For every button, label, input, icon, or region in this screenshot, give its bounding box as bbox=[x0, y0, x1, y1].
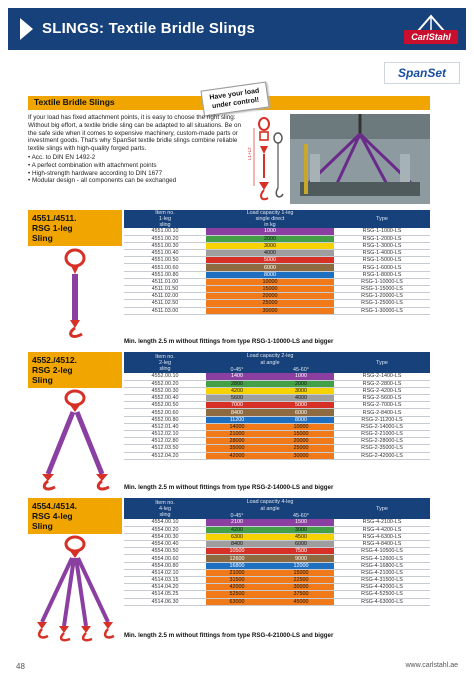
type-cell: RSG-1-8000-LS bbox=[334, 271, 430, 278]
type-cell: RSG-2-35000-LS bbox=[334, 445, 430, 452]
column-header-capacity bbox=[206, 352, 334, 359]
table-row bbox=[124, 235, 430, 242]
column-header-type: Type bbox=[334, 210, 430, 228]
type-cell: RSG-1-15000-LS bbox=[334, 286, 430, 293]
table-row bbox=[124, 409, 430, 416]
column-header-angle-range: 45-60° bbox=[268, 512, 334, 519]
capacity-cell: 30000 bbox=[268, 584, 334, 591]
item-number-cell: 4551.00.20 bbox=[124, 235, 206, 242]
type-cell: RSG-1-20000-LS bbox=[334, 293, 430, 300]
column-header-angle: at angle bbox=[206, 505, 334, 512]
table-row bbox=[124, 577, 430, 584]
type-cell: RSG-1-2000-LS bbox=[334, 235, 430, 242]
table-row bbox=[124, 257, 430, 264]
product-rsg-2leg bbox=[28, 352, 430, 496]
table-row bbox=[124, 264, 430, 271]
capacity-cell: 3000 bbox=[268, 526, 334, 533]
capacity-cell: 15000 bbox=[206, 286, 334, 293]
capacity-cell: 5000 bbox=[206, 257, 334, 264]
table-row bbox=[124, 431, 430, 438]
header-text: in kg bbox=[264, 222, 276, 228]
master-link-icon bbox=[259, 118, 269, 130]
item-number-cell: 4554.00.30 bbox=[124, 533, 206, 540]
table-row bbox=[124, 541, 430, 548]
capacity-cell: 1500 bbox=[268, 519, 334, 526]
type-cell: RSG-1-4000-LS bbox=[334, 250, 430, 257]
table-row bbox=[124, 452, 430, 459]
type-cell: RSG-2-7000-LS bbox=[334, 402, 430, 409]
table-row bbox=[124, 395, 430, 402]
table-body bbox=[124, 373, 430, 459]
header-text: sling bbox=[159, 222, 171, 228]
item-number-cell: 4552.00.80 bbox=[124, 416, 206, 423]
column-header-angle-range: 0-45° bbox=[206, 366, 268, 373]
header-text: 2-leg bbox=[159, 359, 171, 366]
capacity-cell: 10000 bbox=[206, 278, 334, 285]
header-text: 1-leg bbox=[159, 216, 171, 222]
lifting-photo bbox=[290, 114, 430, 204]
table-row bbox=[124, 562, 430, 569]
feature-item: • Acc. to DIN EN 1492-2 bbox=[28, 154, 250, 162]
type-cell: RSG-4-10500-LS bbox=[334, 548, 430, 555]
spanset-logo-text: SpanSet bbox=[397, 66, 446, 80]
capacity-cell: 35000 bbox=[206, 445, 268, 452]
capacity-cell: 1400 bbox=[206, 373, 268, 380]
length-label: L1+L2 bbox=[247, 147, 252, 160]
capacity-cell: 3000 bbox=[268, 387, 334, 394]
item-number-cell: 4512.02.10 bbox=[124, 431, 206, 438]
capacity-cell: 37500 bbox=[268, 591, 334, 598]
type-cell: RSG-4-8400-LS bbox=[334, 541, 430, 548]
type-cell: RSG-1-1000-LS bbox=[334, 228, 430, 235]
two-leg-sling-illustration bbox=[28, 390, 122, 492]
column-header-capacity bbox=[206, 498, 334, 505]
min-length-note: Min. length 2.5 m without fittings from type RSG-2-14000-LS and bigger bbox=[124, 484, 334, 491]
type-cell: RSG-1-6000-LS bbox=[334, 264, 430, 271]
capacity-cell: 5000 bbox=[268, 402, 334, 409]
slogan-sticker bbox=[201, 82, 270, 117]
column-header-item-no bbox=[124, 352, 206, 373]
capacity-cell: 6000 bbox=[268, 541, 334, 548]
capacity-cell: 7000 bbox=[206, 402, 268, 409]
item-number-cell: 4511.02.50 bbox=[124, 300, 206, 307]
product-name: RSG 2-leg bbox=[32, 365, 73, 375]
page-header bbox=[8, 8, 466, 50]
capacity-cell: 14000 bbox=[206, 423, 268, 430]
product-name: RSG 1-leg bbox=[32, 223, 73, 233]
type-cell: RSG-1-25000-LS bbox=[334, 300, 430, 307]
capacity-cell: 45000 bbox=[268, 598, 334, 605]
item-number-cell: 4551.00.60 bbox=[124, 264, 206, 271]
capacity-cell: 2100 bbox=[206, 519, 268, 526]
table-row bbox=[124, 293, 430, 300]
capacity-cell: 15000 bbox=[268, 569, 334, 576]
capacity-cell: 5600 bbox=[206, 395, 268, 402]
table-row bbox=[124, 548, 430, 555]
capacity-cell: 42000 bbox=[206, 452, 268, 459]
header-text: Load capacity 4-leg bbox=[246, 498, 294, 505]
capacity-cell: 10000 bbox=[268, 423, 334, 430]
lifting-scene-illustration bbox=[290, 114, 430, 204]
table-row bbox=[124, 598, 430, 605]
type-cell: RSG-1-10000-LS bbox=[334, 278, 430, 285]
capacity-cell: 31500 bbox=[206, 577, 268, 584]
type-cell: RSG-4-12600-LS bbox=[334, 555, 430, 562]
item-number-cell: 4512.02.80 bbox=[124, 438, 206, 445]
table-row bbox=[124, 278, 430, 285]
capacity-cell: 20000 bbox=[268, 438, 334, 445]
type-cell: RSG-1-5000-LS bbox=[334, 257, 430, 264]
load-capacity-table bbox=[124, 498, 430, 606]
capacity-cell: 30000 bbox=[206, 307, 334, 314]
item-number-cell: 4514.03.15 bbox=[124, 577, 206, 584]
capacity-cell: 9000 bbox=[268, 555, 334, 562]
triangle-link-icon bbox=[260, 146, 268, 154]
min-length-note: Min. length 2.5 m without fittings from type RSG-4-21000-LS and bigger bbox=[124, 632, 334, 639]
column-header-angle-range: 0-45° bbox=[206, 512, 268, 519]
slogan-text: Have your load under control! bbox=[209, 87, 260, 111]
product-code: 4554./4514. bbox=[32, 501, 77, 511]
product-label bbox=[28, 210, 122, 246]
item-number-cell: 4551.00.30 bbox=[124, 242, 206, 249]
product-name: RSG 4-leg bbox=[32, 511, 73, 521]
item-number-cell: 4552.00.60 bbox=[124, 409, 206, 416]
load-capacity-table bbox=[124, 210, 430, 315]
item-number-cell: 4514.02.10 bbox=[124, 569, 206, 576]
table-body bbox=[124, 228, 430, 314]
product-code: 4551./4511. bbox=[32, 213, 77, 223]
type-cell: RSG-2-11200-LS bbox=[334, 416, 430, 423]
item-number-cell: 4512.04.20 bbox=[124, 452, 206, 459]
feature-item: • Modular design - all components can be exchanged bbox=[28, 177, 250, 185]
page-number: 48 bbox=[16, 662, 25, 671]
item-number-cell: 4551.00.80 bbox=[124, 271, 206, 278]
table-row bbox=[124, 307, 430, 314]
item-number-cell: 4554.00.80 bbox=[124, 562, 206, 569]
header-text: Load capacity 1-leg bbox=[246, 210, 294, 216]
column-header-angle: at angle bbox=[206, 359, 334, 366]
feature-item: • High-strength hardware according to DIN 1677 bbox=[28, 170, 250, 178]
capacity-cell: 16800 bbox=[206, 562, 268, 569]
table-row bbox=[124, 271, 430, 278]
page-title: SLINGS: Textile Bridle Slings bbox=[42, 20, 256, 37]
table-body bbox=[124, 519, 430, 605]
item-number-cell: 4511.03.00 bbox=[124, 307, 206, 314]
capacity-cell: 52500 bbox=[206, 591, 268, 598]
spanset-logo bbox=[384, 62, 460, 84]
column-header-angle-range: 45-60° bbox=[268, 366, 334, 373]
product-rsg-4leg bbox=[28, 498, 430, 644]
table-row bbox=[124, 402, 430, 409]
table-row bbox=[124, 519, 430, 526]
table-row bbox=[124, 533, 430, 540]
column-header-item-no bbox=[124, 210, 206, 228]
intro-text bbox=[28, 114, 250, 185]
type-cell: RSG-2-8400-LS bbox=[334, 409, 430, 416]
capacity-cell: 15000 bbox=[268, 431, 334, 438]
type-cell: RSG-4-63000-LS bbox=[334, 598, 430, 605]
capacity-cell: 25000 bbox=[206, 300, 334, 307]
item-number-cell: 4551.00.40 bbox=[124, 250, 206, 257]
capacity-cell: 12600 bbox=[206, 555, 268, 562]
hook-icon bbox=[261, 190, 268, 199]
type-cell: RSG-4-21000-LS bbox=[334, 569, 430, 576]
table-row bbox=[124, 591, 430, 598]
capacity-cell: 42000 bbox=[206, 584, 268, 591]
column-header-type: Type bbox=[334, 498, 430, 519]
header-text: sling bbox=[159, 511, 171, 518]
item-number-cell: 4552.00.30 bbox=[124, 387, 206, 394]
four-leg-sling-illustration bbox=[28, 536, 122, 642]
product-type: Sling bbox=[32, 521, 53, 531]
product-rsg-1leg bbox=[28, 210, 430, 348]
capacity-cell: 28000 bbox=[206, 438, 268, 445]
table-row bbox=[124, 438, 430, 445]
capacity-cell: 4000 bbox=[206, 250, 334, 257]
type-cell: RSG-2-1400-LS bbox=[334, 373, 430, 380]
table-row bbox=[124, 300, 430, 307]
table-row bbox=[124, 228, 430, 235]
feature-list bbox=[28, 154, 250, 185]
capacity-cell: 6000 bbox=[206, 264, 334, 271]
type-cell: RSG-4-31500-LS bbox=[334, 577, 430, 584]
capacity-cell: 8000 bbox=[268, 416, 334, 423]
type-cell: RSG-1-30000-LS bbox=[334, 307, 430, 314]
type-cell: RSG-2-21000-LS bbox=[334, 431, 430, 438]
table-row bbox=[124, 387, 430, 394]
capacity-cell: 21000 bbox=[206, 569, 268, 576]
header-text: Item no. bbox=[155, 353, 175, 360]
capacity-cell: 6000 bbox=[268, 409, 334, 416]
feature-item: • A perfect combination with attachment points bbox=[28, 162, 250, 170]
capacity-cell: 21000 bbox=[206, 431, 268, 438]
header-text: single direct bbox=[255, 216, 285, 222]
type-cell: RSG-4-52500-LS bbox=[334, 591, 430, 598]
product-label bbox=[28, 352, 122, 388]
type-cell: RSG-2-5600-LS bbox=[334, 395, 430, 402]
item-number-cell: 4512.01.40 bbox=[124, 423, 206, 430]
table-row bbox=[124, 423, 430, 430]
capacity-cell: 30000 bbox=[268, 452, 334, 459]
table-row bbox=[124, 373, 430, 380]
capacity-cell: 8400 bbox=[206, 541, 268, 548]
capacity-cell: 12000 bbox=[268, 562, 334, 569]
type-cell: RSG-2-14000-LS bbox=[334, 423, 430, 430]
type-cell: RSG-4-42000-LS bbox=[334, 584, 430, 591]
type-cell: RSG-2-2800-LS bbox=[334, 380, 430, 387]
capacity-cell: 7500 bbox=[268, 548, 334, 555]
item-number-cell: 4551.00.10 bbox=[124, 228, 206, 235]
capacity-cell: 22500 bbox=[268, 577, 334, 584]
min-length-note: Min. length 2.5 m without fittings from type RSG-1-10000-LS and bigger bbox=[124, 338, 334, 345]
capacity-cell: 8400 bbox=[206, 409, 268, 416]
item-number-cell: 4554.00.50 bbox=[124, 548, 206, 555]
type-cell: RSG-1-3000-LS bbox=[334, 242, 430, 249]
table-row bbox=[124, 555, 430, 562]
header-text: Item no. bbox=[155, 210, 175, 216]
sling-length-diagram bbox=[248, 116, 288, 202]
item-number-cell: 4512.03.50 bbox=[124, 445, 206, 452]
item-number-cell: 4554.00.10 bbox=[124, 519, 206, 526]
capacity-cell: 20000 bbox=[206, 293, 334, 300]
product-label bbox=[28, 498, 122, 534]
column-header-capacity bbox=[206, 210, 334, 228]
capacity-cell: 2800 bbox=[206, 380, 268, 387]
capacity-cell: 3000 bbox=[206, 242, 334, 249]
type-cell: RSG-2-28000-LS bbox=[334, 438, 430, 445]
capacity-cell: 4000 bbox=[268, 395, 334, 402]
capacity-cell: 2000 bbox=[268, 380, 334, 387]
table-row bbox=[124, 584, 430, 591]
capacity-cell: 2000 bbox=[206, 235, 334, 242]
type-cell: RSG-2-42000-LS bbox=[334, 452, 430, 459]
item-number-cell: 4552.00.20 bbox=[124, 380, 206, 387]
item-number-cell: 4554.00.20 bbox=[124, 526, 206, 533]
type-cell: RSG-4-4200-LS bbox=[334, 526, 430, 533]
table-row bbox=[124, 250, 430, 257]
table-row bbox=[124, 286, 430, 293]
column-header-type: Type bbox=[334, 352, 430, 373]
table-row bbox=[124, 445, 430, 452]
capacity-cell: 4200 bbox=[206, 387, 268, 394]
item-number-cell: 4552.00.10 bbox=[124, 373, 206, 380]
item-number-cell: 4552.00.50 bbox=[124, 402, 206, 409]
header-text: Load capacity 2-leg bbox=[246, 352, 294, 359]
product-type: Sling bbox=[32, 233, 53, 243]
one-leg-sling-illustration bbox=[28, 248, 122, 338]
type-cell: RSG-4-6300-LS bbox=[334, 533, 430, 540]
section-title: Textile Bridle Slings bbox=[34, 97, 115, 107]
item-number-cell: 4511.01.50 bbox=[124, 286, 206, 293]
column-header-item-no bbox=[124, 498, 206, 519]
capacity-cell: 4500 bbox=[268, 533, 334, 540]
capacity-cell: 1000 bbox=[206, 228, 334, 235]
capacity-cell: 4200 bbox=[206, 526, 268, 533]
item-number-cell: 4514.05.25 bbox=[124, 591, 206, 598]
item-number-cell: 4511.02.00 bbox=[124, 293, 206, 300]
capacity-cell: 6300 bbox=[206, 533, 268, 540]
item-number-cell: 4514.04.20 bbox=[124, 584, 206, 591]
type-cell: RSG-4-2100-LS bbox=[334, 519, 430, 526]
header-text: Item no. bbox=[155, 499, 175, 506]
item-number-cell: 4511.01.00 bbox=[124, 278, 206, 285]
item-number-cell: 4551.00.50 bbox=[124, 257, 206, 264]
table-row bbox=[124, 569, 430, 576]
table-row bbox=[124, 380, 430, 387]
item-number-cell: 4554.00.40 bbox=[124, 541, 206, 548]
item-number-cell: 4552.00.40 bbox=[124, 395, 206, 402]
capacity-cell: 25000 bbox=[268, 445, 334, 452]
product-type: Sling bbox=[32, 375, 53, 385]
table-row bbox=[124, 416, 430, 423]
type-cell: RSG-4-16800-LS bbox=[334, 562, 430, 569]
intro-paragraph: If your load has fixed attachment points, it is easy to choose the right sling: Without big effort, a textile bridle sling can be adapted to all situations. Be on the safe side when it comes to expensive machinery, custom-made parts or investment goods. That's why SpanSet textile bridle slings combine reliable textile slings with high-quality forged parts. bbox=[28, 114, 242, 153]
header-text: 4-leg bbox=[159, 505, 171, 512]
carlstahl-logo bbox=[404, 14, 458, 46]
item-number-cell: 4554.00.60 bbox=[124, 555, 206, 562]
capacity-cell: 1000 bbox=[268, 373, 334, 380]
table-row bbox=[124, 242, 430, 249]
type-cell: RSG-2-4200-LS bbox=[334, 387, 430, 394]
table-row bbox=[124, 526, 430, 533]
capacity-cell: 10500 bbox=[206, 548, 268, 555]
product-code: 4552./4512. bbox=[32, 355, 77, 365]
arrow-icon bbox=[20, 18, 33, 40]
item-number-cell: 4514.06.30 bbox=[124, 598, 206, 605]
capacity-cell: 63000 bbox=[206, 598, 268, 605]
header-text: sling bbox=[159, 365, 171, 372]
carlstahl-logo-text: CarlStahl bbox=[404, 30, 458, 44]
load-capacity-table bbox=[124, 352, 430, 460]
capacity-cell: 11200 bbox=[206, 416, 268, 423]
website-url: www.carlstahl.ae bbox=[405, 662, 458, 669]
capacity-cell: 8000 bbox=[206, 271, 334, 278]
